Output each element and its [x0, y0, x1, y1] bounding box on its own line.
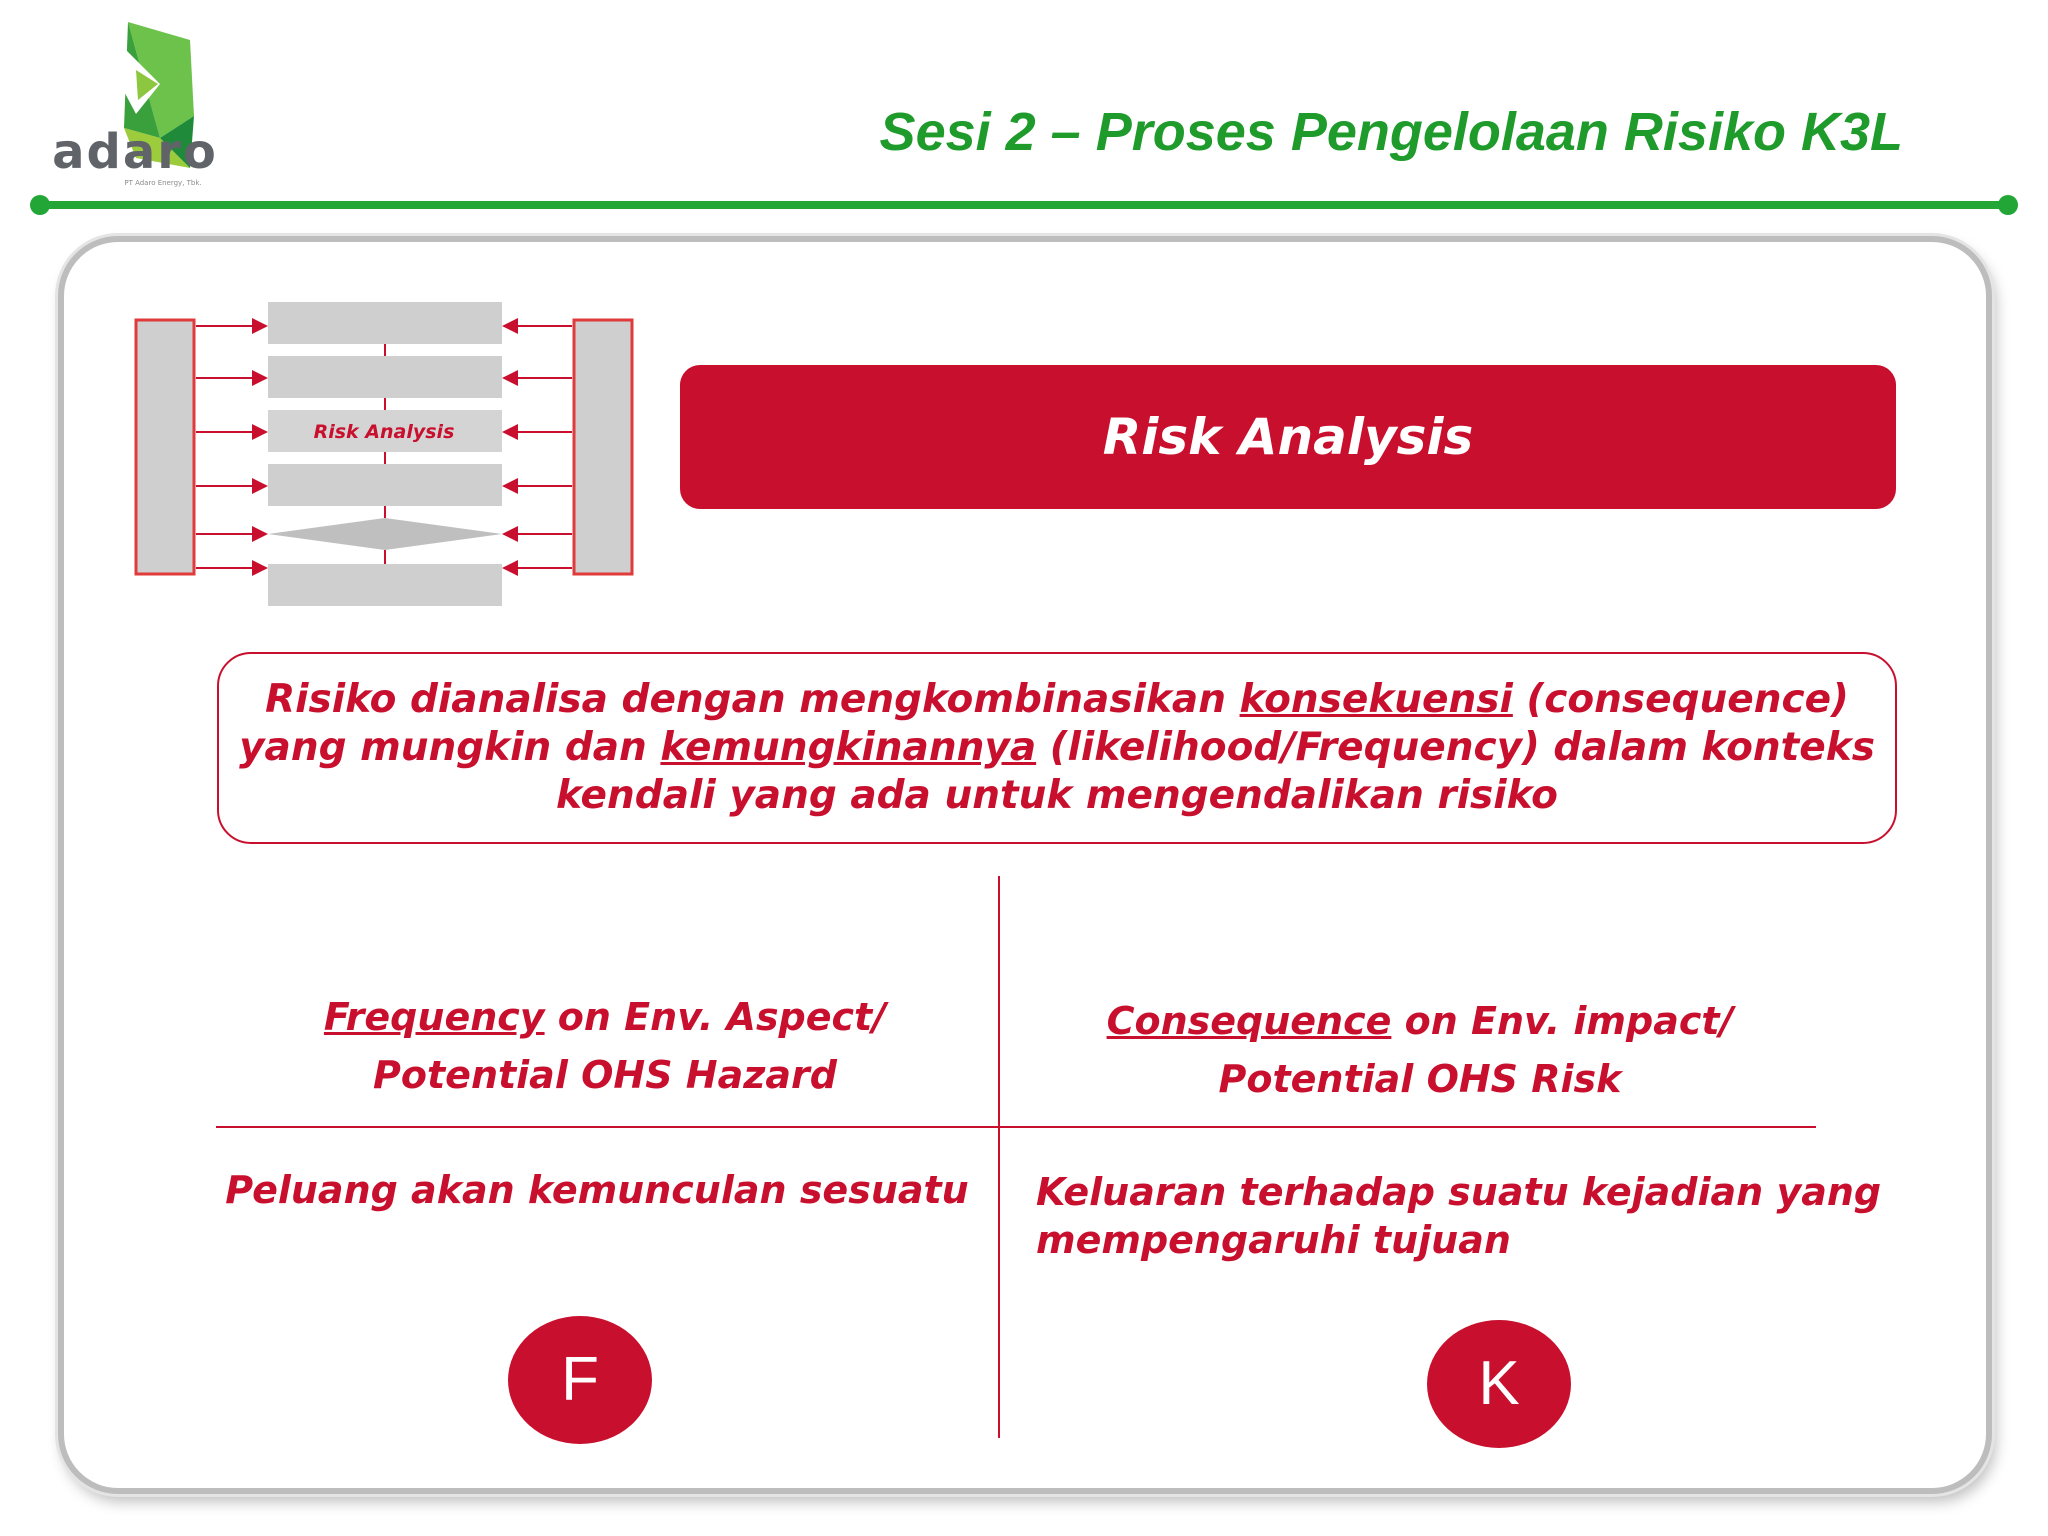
vertical-divider [998, 876, 1000, 1438]
divider-left-dot [30, 195, 50, 215]
slide-title: Sesi 2 – Proses Pengelolaan Risiko K3L [879, 102, 1903, 162]
process-flow-diagram [134, 296, 634, 608]
frequency-term: Frequency [323, 995, 545, 1039]
definition-term-consequence: konsekuensi [1239, 677, 1513, 722]
definition-term-likelihood: kemungkinannya [660, 725, 1037, 770]
banner-title: Risk Analysis [1102, 408, 1474, 466]
divider-right-dot [1998, 195, 2018, 215]
consequence-term: Consequence [1106, 999, 1392, 1043]
definition-part-2: (consequence) yang mungkin dan [239, 677, 1849, 770]
logo-wordmark: adaro [52, 124, 218, 180]
horizontal-divider [216, 1126, 1816, 1128]
definition-part-1: Risiko dianalisa dengan mengkombinasikan [265, 677, 1240, 722]
consequence-heading [1040, 992, 1800, 1108]
logo-company-name: PT Adaro Energy, Tbk. [124, 179, 202, 187]
frequency-description: Peluang akan kemunculan sesuatu [225, 1168, 969, 1212]
definition-part-3: (likelihood/Frequency) dalam konteks kendali yang ada untuk mengendalikan risiko [556, 725, 1875, 818]
section-banner [680, 365, 1896, 509]
header-divider [40, 201, 2008, 209]
consequence-heading-rest: on Env. impact/ Potential OHS Risk [1218, 999, 1734, 1101]
frequency-badge: F [508, 1316, 652, 1444]
definition-text [227, 676, 1887, 820]
definition-box [217, 652, 1897, 844]
consequence-description: Keluaran terhadap suatu kejadian yang mempengaruhi tujuan [1036, 1170, 1882, 1262]
consequence-badge: K [1427, 1320, 1571, 1448]
frequency-heading [250, 988, 960, 1104]
diagram-step-label: Risk Analysis [313, 421, 455, 443]
frequency-heading-rest: on Env. Aspect/ Potential OHS Hazard [373, 995, 887, 1097]
